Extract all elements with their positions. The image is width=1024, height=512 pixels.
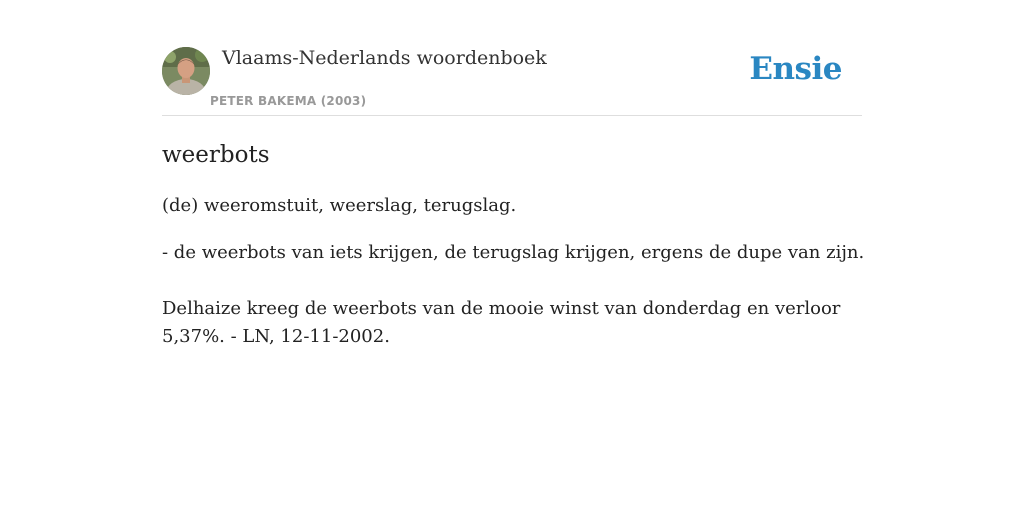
example-quote: Delhaize kreeg de weerbots van de mooie winst van donderdag en verloor 5,37%. - LN, 12-11-2002.	[162, 298, 841, 347]
headword: weerbots	[162, 142, 270, 168]
dictionary-title[interactable]: Vlaams-Nederlands woordenboek	[222, 47, 547, 69]
user-avatar-photo-icon	[162, 47, 210, 95]
definition-text: (de) weeromstuit, weerslag, terugslag.	[162, 195, 517, 216]
entry-header	[162, 0, 862, 116]
ensie-logo[interactable]: Ensie	[749, 51, 842, 87]
author-avatar[interactable]	[162, 47, 210, 95]
usage-text: - de weerbots van iets krijgen, de terugslag krijgen, ergens de dupe van zijn.	[162, 242, 865, 263]
entry-card	[162, 0, 865, 347]
author-name: PETER BAKEMA (2003)	[210, 94, 367, 108]
